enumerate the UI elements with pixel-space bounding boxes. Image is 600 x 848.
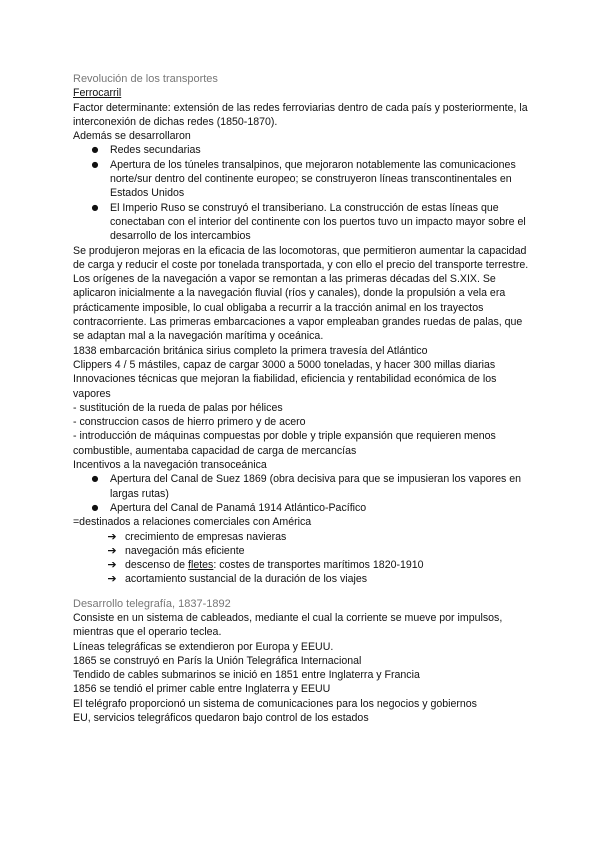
- arrow-right-icon: ➔: [107, 543, 117, 557]
- bullet-icon: ●: [91, 474, 99, 484]
- paragraph: =destinados a relaciones comerciales con América: [73, 516, 312, 529]
- list-item: [73, 201, 533, 244]
- list-item: [73, 143, 533, 157]
- document-content: [73, 72, 533, 725]
- dash-line: - introducción de máquinas compuestas por doble y triple expansión que requieren menos combustible, aumentaba capacidad de carga de mercancías: [73, 430, 496, 457]
- paragraph: Además se desarrollaron: [73, 130, 191, 143]
- paragraph: Los orígenes de la navegación a vapor se remontan a las primeras décadas del S.XIX. Se aplicaron inicialmente a la navegación fluvial (ríos y canales), donde la propulsión a vela era prácticamente imposible, lo cual obligaba a recurrir a la tracción animal en los trayectos contracorriente. Las primeras embarcaciones a vapor empleaban grandes ruedas de palas, que se adaptan mal a la navegación marítima y oceánica.: [73, 273, 523, 343]
- bullet-list: [73, 472, 533, 515]
- list-item: [73, 530, 533, 544]
- paragraph: 1856 se tendió el primer cable entre Inglaterra y EEUU: [73, 683, 331, 696]
- paragraph: 1865 se construyó en París la Unión Telegráfica Internacional: [73, 654, 362, 667]
- bullet-list: [73, 143, 533, 243]
- paragraph: Consiste en un sistema de cableados, mediante el cual la corriente se mueve por impulsos, mientras que el operario teclea.: [73, 611, 503, 639]
- list-item-text: navegación más eficiente: [125, 544, 245, 557]
- bullet-icon: ●: [91, 202, 99, 212]
- list-item: [73, 558, 533, 572]
- arrow-right-icon: ➔: [107, 529, 117, 543]
- dash-line: - construccion casos de hierro primero y de acero: [73, 416, 306, 429]
- paragraph: Se produjeron mejoras en la eficacia de las locomotoras, que permitieron aumentar la capacidad de carga y reducir el coste por tonelada transportada, y con ello el precio del transporte terrestre.: [73, 244, 529, 271]
- list-item: [73, 544, 533, 558]
- underlined-word-fletes: fletes: [188, 559, 214, 572]
- bullet-icon: ●: [91, 145, 99, 155]
- dash-line: - sustitución de la rueda de palas por hélices: [73, 401, 283, 414]
- paragraph: Incentivos a la navegación transoceánica: [73, 459, 267, 472]
- subheading-ferrocarril: Ferrocarril: [73, 87, 122, 100]
- list-item-text: Apertura del Canal de Panamá 1914 Atlántico-Pacífico: [110, 501, 367, 514]
- list-item-text: Apertura de los túneles transalpinos, que mejoraron notablemente las comunicaciones norte/sur dentro del continente europeo; se construyeron líneas transcontinentales en Estados Unidos: [110, 158, 516, 200]
- paragraph: Tendido de cables submarinos se inició en 1851 entre Inglaterra y Francia: [73, 669, 420, 682]
- section-heading-transport: Revolución de los transportes: [73, 73, 218, 85]
- bullet-icon: ●: [91, 502, 99, 512]
- arrow-list: [73, 530, 533, 587]
- list-item-text: El Imperio Ruso se construyó el transiberiano. La construcción de estas líneas que conectaban con el interior del continente con los puertos tuvo un impacto mayor sobre el desarrollo de los intercambios: [110, 201, 526, 243]
- bullet-icon: ●: [91, 159, 99, 169]
- list-item-text: Redes secundarias: [110, 144, 201, 157]
- list-item: [73, 501, 533, 515]
- list-item-text-pre: descenso de: [125, 559, 189, 572]
- list-item: [73, 158, 533, 201]
- list-item-text-post: : costes de transportes marítimos 1820-1910: [213, 559, 424, 572]
- paragraph: Factor determinante: extensión de las redes ferroviarias dentro de cada país y posteriormente, la interconexión de dichas redes (1850-1870).: [73, 101, 528, 128]
- list-item-text: Apertura del Canal de Suez 1869 (obra decisiva para que se impusieran los vapores en largas rutas): [110, 473, 522, 500]
- list-item-text: crecimiento de empresas navieras: [125, 530, 287, 543]
- list-item: [73, 472, 533, 501]
- arrow-right-icon: ➔: [107, 558, 117, 572]
- paragraph: Líneas telegráficas se extendieron por Europa y EEUU.: [73, 640, 334, 653]
- paragraph: Clippers 4 / 5 mástiles, capaz de cargar 3000 a 5000 toneladas, y hacer 300 millas diarias: [73, 358, 496, 371]
- list-item-text: acortamiento sustancial de la duración de los viajes: [125, 573, 368, 586]
- paragraph: 1838 embarcación británica sirius completo la primera travesía del Atlántico: [73, 344, 428, 357]
- paragraph: El telégrafo proporcionó un sistema de comunicaciones para los negocios y gobiernos: [73, 697, 477, 710]
- list-item: [73, 572, 533, 586]
- paragraph: EU, servicios telegráficos quedaron bajo control de los estados: [73, 712, 369, 725]
- section-heading-telegraph: Desarrollo telegrafía, 1837-1892: [73, 597, 231, 610]
- section-spacer: [73, 587, 533, 597]
- paragraph: Innovaciones técnicas que mejoran la fiabilidad, eficiencia y rentabilidad económica de los vapores: [73, 373, 497, 400]
- arrow-right-icon: ➔: [107, 572, 117, 586]
